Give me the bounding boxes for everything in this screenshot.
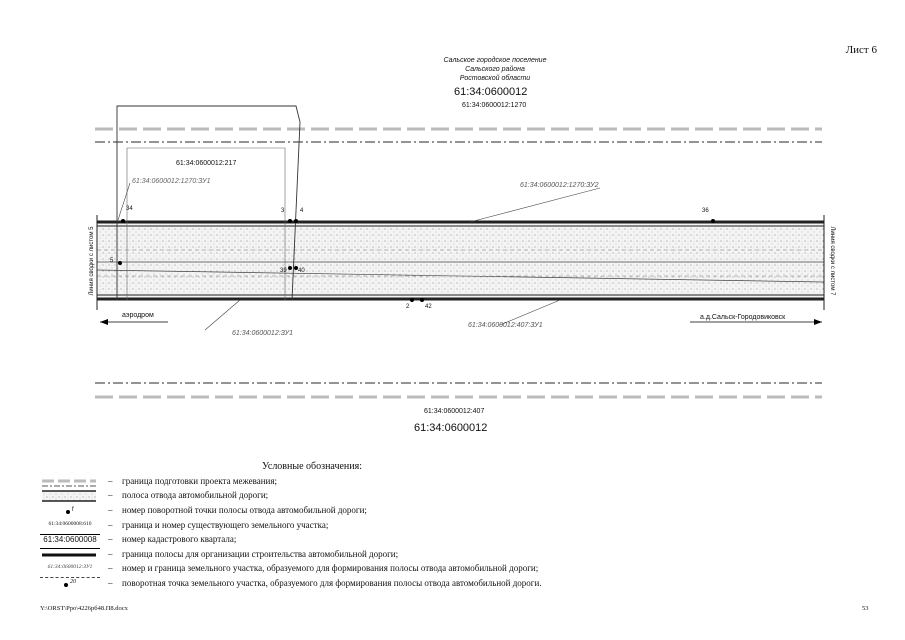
legend-symbol-new-point-label: 20 <box>70 579 76 585</box>
leader-1270-3u2 <box>470 188 600 222</box>
legend-title: Условные обозначения: <box>262 461 363 472</box>
right-of-way-strip <box>97 221 824 300</box>
parcel-label-407-3u1: 61:34:0600012:407:ЗУ1 <box>468 322 543 329</box>
legend-text-parcel: граница и номер существующего земельного участка; <box>122 520 329 530</box>
point-3 <box>288 219 292 223</box>
parcel-label-3u1: 61:34:0600012:ЗУ1 <box>232 330 294 337</box>
location-line-1: Сальское городское поселение <box>443 57 547 64</box>
legend-symbol-quarter: 61:34:0600008 <box>40 534 100 549</box>
legend-text-border: граница подготовки проекта межевания; <box>122 476 278 486</box>
legend-item-new-point: 20 – поворотная точка земельного участка, образуемого для формирования полосы отвода автомобильной дороги. <box>40 578 680 592</box>
parcel-label-217: 61:34:0600012:217 <box>176 160 237 167</box>
legend-text-new-point: поворотная точка земельного участка, образуемого для формирования полосы отвода автомобильной дороги. <box>122 578 542 588</box>
legend-text-thick: граница полосы для организации строительства автомобильной дороги; <box>122 549 399 559</box>
footer-path: Y:\ORST\Ppo\4226pб48.П8.docx <box>40 605 128 612</box>
point-4 <box>294 219 298 223</box>
point-5 <box>118 261 122 265</box>
parcel-label-1270-3u1: 61:34:0600012:1270:ЗУ1 <box>132 178 211 185</box>
svg-text:f: f <box>72 507 74 513</box>
legend-symbol-new-parcel: 61:34:0600012:ЗУ1 <box>40 563 100 578</box>
joint-label-right: Линия сводки с листом 7 <box>829 226 835 296</box>
point-label-34: 34 <box>126 206 133 212</box>
legend-item-parcel: 61:34:0600008:610 – граница и номер существующего земельного участка; <box>40 520 680 534</box>
point-label-36: 36 <box>702 208 709 214</box>
point-label-40: 40 <box>298 268 305 274</box>
legend-symbol-hatch <box>40 490 100 504</box>
legend-text-quarter: номер кадастрового квартала; <box>122 534 237 544</box>
location-line-2: Сальского района <box>465 66 525 73</box>
quarter-top: 61:34:0600012 <box>454 86 528 98</box>
location-line-3: Ростовской области <box>459 75 531 82</box>
point-42 <box>420 298 424 302</box>
legend-item-border: – граница подготовки проекта межевания; <box>40 476 680 490</box>
point-2 <box>410 298 414 302</box>
point-36 <box>711 219 715 223</box>
leader-1270-3u1 <box>118 183 130 220</box>
point-label-3: 3 <box>281 208 285 214</box>
quarter-bottom: 61:34:0600012 <box>414 422 488 434</box>
parcel-bottom: 61:34:0600012:407 <box>424 408 485 415</box>
point-34 <box>121 219 125 223</box>
parcel-top: 61:34:0600012:1270 <box>462 102 527 109</box>
legend-text-hatch: полоса отвода автомобильной дороги; <box>122 490 269 500</box>
point-label-42: 42 <box>425 304 432 310</box>
legend-text-new-parcel: номер и граница земельного участка, образуемого для формирования полосы отвода автомобильной дороги; <box>122 563 539 573</box>
legend-symbol-thick <box>40 549 100 563</box>
parcel-label-1270-3u2: 61:34:0600012:1270:ЗУ2 <box>520 182 599 189</box>
joint-label-left: Линия сводки с листом 5 <box>89 226 95 296</box>
legend-item-quarter: 61:34:0600008 – номер кадастрового квартала; <box>40 534 680 548</box>
legend-item-hatch: – полоса отвода автомобильной дороги; <box>40 490 680 504</box>
point-label-4: 4 <box>300 208 304 214</box>
legend-symbol-border <box>40 476 100 490</box>
legend-item-point: f – номер поворотной точки полосы отвода автомобильной дороги; <box>40 505 680 519</box>
page-number: 53 <box>862 605 869 612</box>
legend-item-thick: – граница полосы для организации строительства автомобильной дороги; <box>40 549 680 563</box>
point-label-2: 2 <box>406 304 410 310</box>
arrow-left-head <box>100 319 108 325</box>
legend-text-point: номер поворотной точки полосы отвода автомобильной дороги; <box>122 505 367 515</box>
point-label-39: 39 <box>280 268 287 274</box>
legend-item-new-parcel: 61:34:0600012:ЗУ1 – номер и граница земельного участка, образуемого для формирования полосы отвода автомобильной дороги; <box>40 563 680 577</box>
sheet-label: Лист 6 <box>845 44 877 56</box>
leader-3u1 <box>205 300 240 330</box>
point-label-5: 5 <box>110 258 114 264</box>
road-label-left: аэродром <box>122 312 154 319</box>
road-label-right: а.д.Сальск-Городовиковск <box>700 314 786 321</box>
arrow-right-head <box>814 319 822 325</box>
legend-symbol-point <box>40 505 100 519</box>
point-39 <box>288 266 292 270</box>
legend-symbol-parcel: 61:34:0600008:610 <box>40 520 100 535</box>
